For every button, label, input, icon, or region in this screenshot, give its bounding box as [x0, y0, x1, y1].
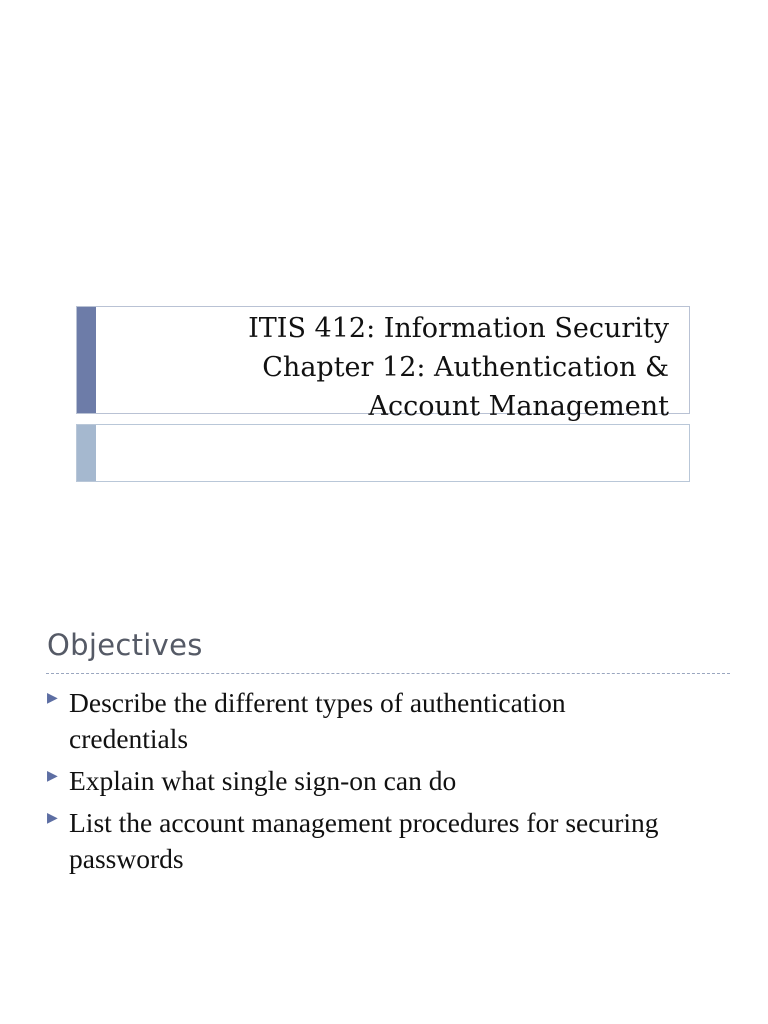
list-item — [46, 763, 726, 799]
title-line-2: Chapter 12: Authentication & — [262, 352, 669, 383]
bullet-line: passwords — [69, 843, 184, 874]
title-line-3: Account Management — [368, 391, 669, 422]
objectives-list — [46, 685, 726, 883]
list-item — [46, 805, 726, 877]
bullet-line: Describe the different types of authentication — [69, 687, 566, 718]
bullet-line: List the account management procedures for securing — [69, 807, 659, 838]
bullet-line: Explain what single sign-on can do — [69, 765, 457, 796]
subtitle-accent-bar — [77, 425, 96, 481]
objectives-slide — [0, 590, 768, 1024]
title-box — [76, 306, 690, 422]
title-line-1: ITIS 412: Information Security — [248, 313, 669, 344]
list-item — [46, 685, 726, 757]
objectives-heading: Objectives — [47, 628, 203, 662]
bullet-line: credentials — [69, 723, 189, 754]
slide-title — [248, 309, 669, 426]
triangle-bullet-icon: ▶ — [47, 811, 58, 826]
subtitle-box — [76, 424, 690, 482]
triangle-bullet-icon: ▶ — [47, 691, 58, 706]
triangle-bullet-icon: ▶ — [47, 769, 58, 784]
heading-divider — [46, 673, 730, 674]
title-accent-bar — [77, 307, 96, 413]
